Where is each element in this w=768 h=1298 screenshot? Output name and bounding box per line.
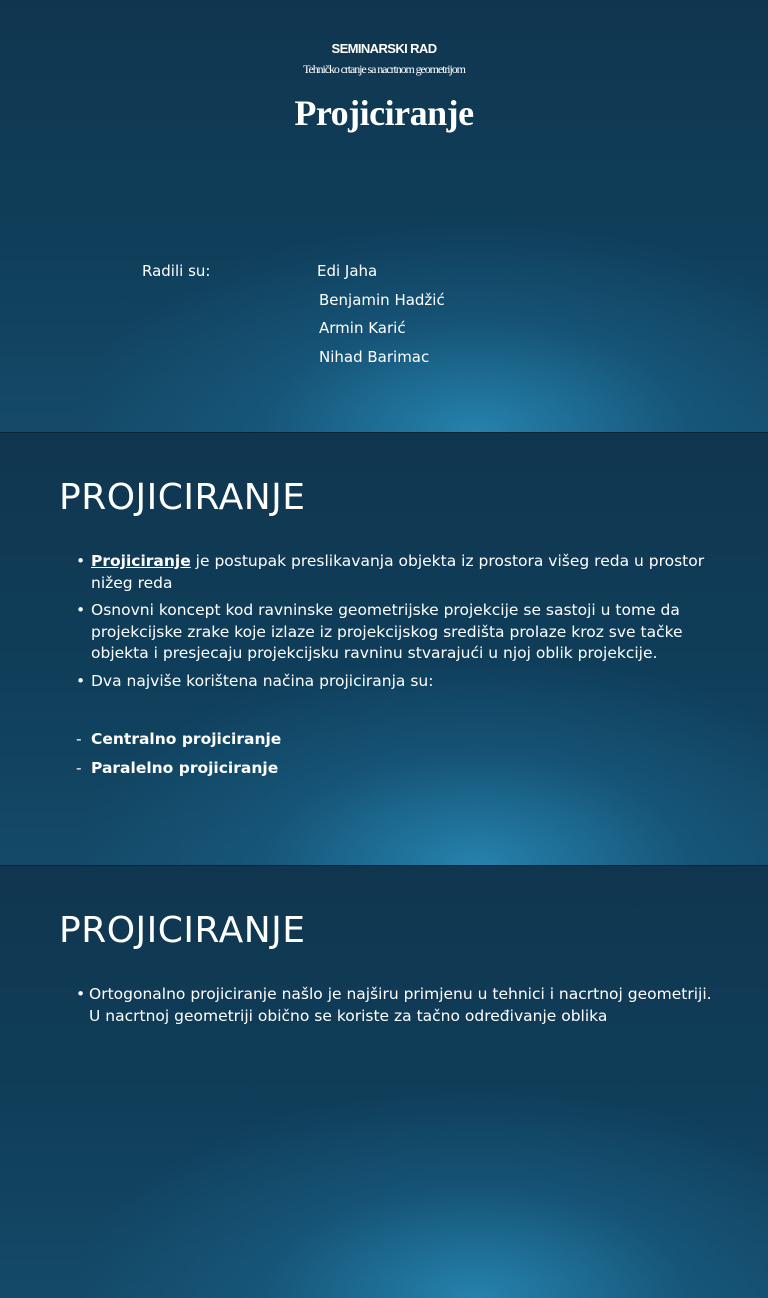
presentation-title: Projiciranje [294, 93, 474, 133]
dash-icon: - [76, 730, 82, 748]
title-slide [0, 0, 768, 432]
authors-label: Radili su: [142, 262, 211, 280]
bullet-text: Osnovni koncept kod ravninske geometrijske projekcije se sastoji u tome da projekcijske zrake koje izlaze iz projekcijskog središta prolaze kroz sve tačke objekta i presjecaju projekcijsku ravninu stvarajući u njoj oblik projekcije. [91, 601, 683, 662]
bullet-icon: • [76, 552, 86, 570]
content-slide-orthogonal [0, 866, 768, 1298]
list-item [76, 729, 281, 750]
author-name: Edi Jaha [317, 262, 378, 280]
bullet-text: Ortogonalno projiciranje našlo je najširu primjenu u tehnici i nacrtnoj geometriji. U nacrtnoj geometriji obično se koriste za tačno određivanje oblika [89, 985, 712, 1025]
term-link[interactable]: Projiciranje [91, 552, 191, 570]
dash-icon: - [76, 759, 82, 777]
author-name: Armin Karić [319, 319, 406, 337]
list-item [76, 758, 281, 779]
author-name: Nihad Barimac [319, 348, 430, 366]
slide-heading: PROJICIRANJE [59, 910, 306, 951]
bullet-icon: • [76, 671, 86, 690]
list-item [76, 600, 716, 665]
list-item [76, 671, 716, 693]
method-label: Paralelno projiciranje [91, 759, 279, 777]
bullet-text: je postupak preslikavanja objekta iz prostora višeg reda u prostor nižeg reda [91, 552, 705, 592]
method-label: Centralno projiciranje [91, 730, 282, 748]
author-name: Benjamin Hadžić [319, 291, 445, 309]
bullet-list [76, 984, 726, 1033]
list-item [76, 551, 716, 594]
content-slide-definition [0, 433, 768, 865]
bullet-icon: • [76, 601, 86, 619]
slide-heading: PROJICIRANJE [59, 477, 306, 518]
seminar-label: SEMINARSKI RAD [331, 41, 437, 56]
course-caption: Tehničko crtanje sa nacrtnom geometrijom [303, 62, 465, 76]
list-item [76, 984, 726, 1027]
bullet-list [76, 551, 716, 698]
bullet-text: Dva najviše korištena načina projiciranja su: [91, 671, 434, 690]
method-list [76, 729, 281, 787]
bullet-icon: • [76, 985, 86, 1003]
